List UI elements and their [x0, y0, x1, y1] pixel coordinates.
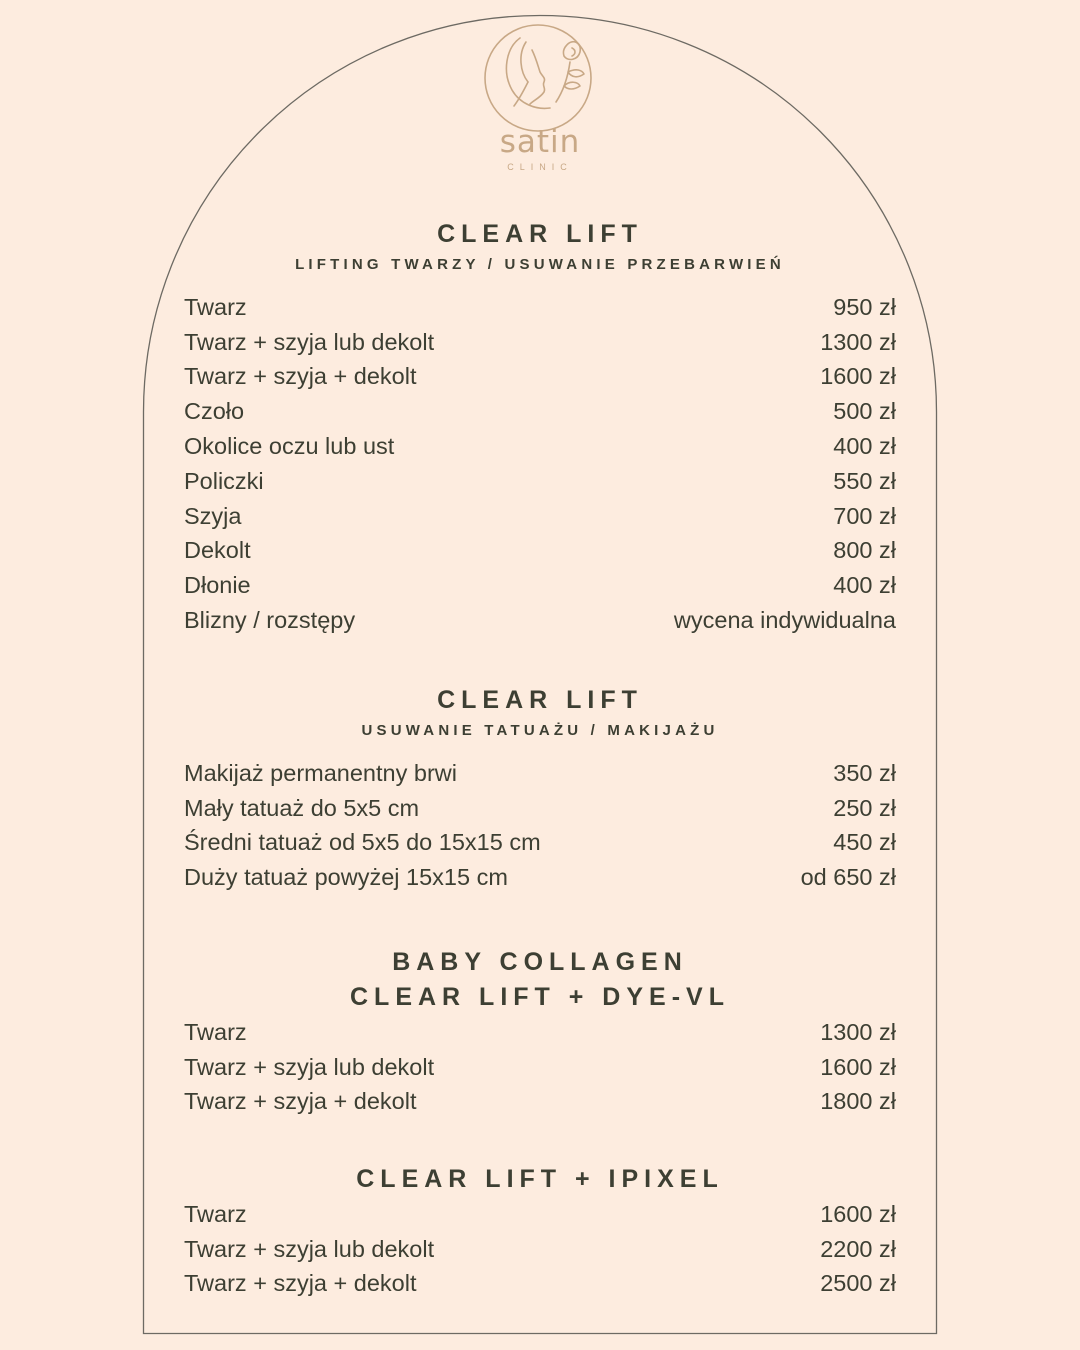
brand-subtitle: CLINIC — [507, 162, 573, 172]
treatment-name: Okolice oczu lub ust — [184, 433, 395, 460]
price-row — [184, 860, 896, 895]
section-subtitle: LIFTING TWARZY / USUWANIE PRZEBARWIEŃ — [295, 256, 785, 273]
treatment-name: Dekolt — [184, 537, 251, 564]
price-row — [184, 1267, 896, 1302]
price-row — [184, 499, 896, 534]
price-row — [184, 791, 896, 826]
price-row — [184, 464, 896, 499]
price-row — [184, 290, 896, 325]
treatment-name: Duży tatuaż powyżej 15x15 cm — [184, 864, 508, 891]
treatment-name: Twarz + szyja + dekolt — [184, 363, 417, 390]
price-row — [184, 429, 896, 464]
treatment-name: Mały tatuaż do 5x5 cm — [184, 794, 420, 821]
treatment-name: Twarz — [184, 1200, 247, 1227]
treatment-price: 450 zł — [833, 829, 896, 856]
treatment-name: Twarz + szyja lub dekolt — [184, 1053, 435, 1080]
section-clear-lift-ipixel — [184, 1162, 896, 1301]
treatment-name: Czoło — [184, 398, 245, 425]
treatment-price: 350 zł — [833, 759, 896, 786]
section-title: CLEAR LIFT + IPIXEL — [356, 1165, 724, 1193]
treatment-price: 950 zł — [833, 293, 896, 320]
treatment-price: 1300 zł — [820, 1018, 896, 1045]
treatment-price: 400 zł — [833, 433, 896, 460]
treatment-name: Średni tatuaż od 5x5 do 15x15 cm — [184, 829, 541, 856]
treatment-price: 250 zł — [833, 794, 896, 821]
treatment-price: 400 zł — [833, 572, 896, 599]
price-row — [184, 1015, 896, 1050]
treatment-price: 1600 zł — [820, 1200, 896, 1227]
section-clear-lift-tattoo — [184, 683, 896, 895]
treatment-name: Twarz + szyja lub dekolt — [184, 328, 435, 355]
section-subtitle: USUWANIE TATUAŻU / MAKIJAŻU — [361, 722, 719, 739]
treatment-price: 700 zł — [833, 502, 896, 529]
treatment-price: 2500 zł — [820, 1270, 896, 1297]
price-row — [184, 603, 896, 638]
treatment-name: Dłonie — [184, 572, 251, 599]
treatment-name: Makijaż permanentny brwi — [184, 759, 457, 786]
price-row — [184, 360, 896, 395]
price-row — [184, 394, 896, 429]
section-title: CLEAR LIFT — [437, 220, 643, 248]
treatment-price: 800 zł — [833, 537, 896, 564]
price-row — [184, 1232, 896, 1267]
price-row — [184, 325, 896, 360]
treatment-price: 550 zł — [833, 467, 896, 494]
price-row — [184, 1085, 896, 1120]
treatment-price: 1300 zł — [820, 328, 896, 355]
treatment-name: Twarz + szyja lub dekolt — [184, 1235, 435, 1262]
section-title: BABY COLLAGEN — [392, 948, 688, 976]
treatment-name: Twarz — [184, 1018, 247, 1045]
treatment-name: Twarz + szyja + dekolt — [184, 1088, 417, 1115]
brand-name: satin — [499, 124, 581, 160]
treatment-name: Blizny / rozstępy — [184, 607, 356, 634]
price-row — [184, 534, 896, 569]
section-clear-lift-lifting — [184, 217, 896, 638]
treatment-name: Policzki — [184, 467, 264, 494]
section-title: CLEAR LIFT — [437, 686, 643, 714]
price-row — [184, 568, 896, 603]
treatment-price: 1800 zł — [820, 1088, 896, 1115]
treatment-price: 500 zł — [833, 398, 896, 425]
treatment-price: 1600 zł — [820, 1053, 896, 1080]
treatment-price: wycena indywidualna — [673, 607, 896, 634]
section-baby-collagen — [184, 945, 896, 1119]
section-title-secondary: CLEAR LIFT + DYE-VL — [350, 983, 730, 1011]
treatment-price: 1600 zł — [820, 363, 896, 390]
treatment-price: 2200 zł — [820, 1235, 896, 1262]
price-row — [184, 826, 896, 861]
treatment-name: Twarz + szyja + dekolt — [184, 1270, 417, 1297]
price-row — [184, 756, 896, 791]
price-row — [184, 1197, 896, 1232]
treatment-name: Szyja — [184, 502, 242, 529]
price-row — [184, 1050, 896, 1085]
treatment-name: Twarz — [184, 293, 247, 320]
treatment-price: od 650 zł — [800, 864, 896, 891]
